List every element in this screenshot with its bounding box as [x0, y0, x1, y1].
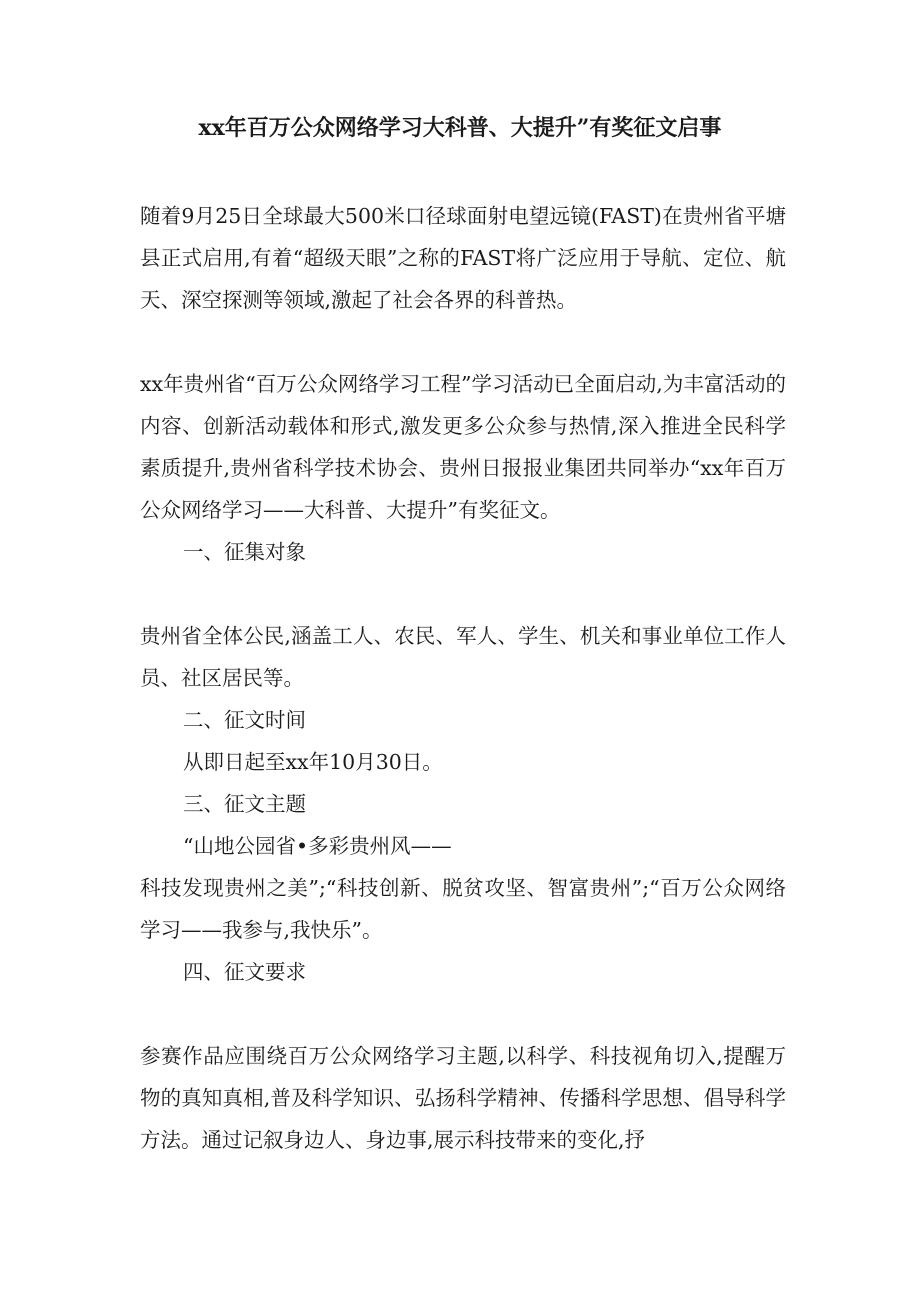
- document-title: xx年百万公众网络学习大科普、大提升”有奖征文启事: [198, 115, 722, 141]
- paragraph-requirements: 参赛作品应围绕百万公众网络学习主题,以科学、科技视角切入,提醒万物的真知真相,普及科学知识、弘扬科学精神、传播科学思想、倡导科学方法。通过记叙身边人、身边事,展示科技带来的变化,抒: [140, 1044, 786, 1152]
- section-heading-requirements: 四、征文要求: [183, 960, 306, 984]
- paragraph-activity-intro: xx年贵州省“百万公众网络学习工程”学习活动已全面启动,为丰富活动的内容、创新活动载体和形式,激发更多公众参与热情,深入推进全民科学素质提升,贵州省科学技术协会、贵州日报报业集团共同举办“xx年百万公众网络学习——大科普、大提升”有奖征文。: [140, 372, 786, 522]
- theme-line-2: 科技发现贵州之美”;“科技创新、脱贫攻坚、智富贵州”;“百万公众网络学习——我参与,我快乐”。: [140, 876, 786, 942]
- theme-line-1: “山地公园省•多彩贵州风——: [183, 834, 452, 858]
- section-heading-participants: 一、征集对象: [183, 540, 306, 564]
- paragraph-time: 从即日起至xx年10月30日。: [183, 750, 443, 774]
- paragraph-participants: 贵州省全体公民,涵盖工人、农民、军人、学生、机关和事业单位工作人员、社区居民等。: [140, 624, 786, 690]
- paragraph-fast-telescope: 随着9月25日全球最大500米口径球面射电望远镜(FAST)在贵州省平塘县正式启用,有着“超级天眼”之称的FAST将广泛应用于导航、定位、航天、深空探测等领域,激起了社会各界的科普热。: [140, 204, 786, 312]
- section-heading-theme: 三、征文主题: [183, 792, 306, 816]
- section-heading-time: 二、征文时间: [183, 708, 306, 732]
